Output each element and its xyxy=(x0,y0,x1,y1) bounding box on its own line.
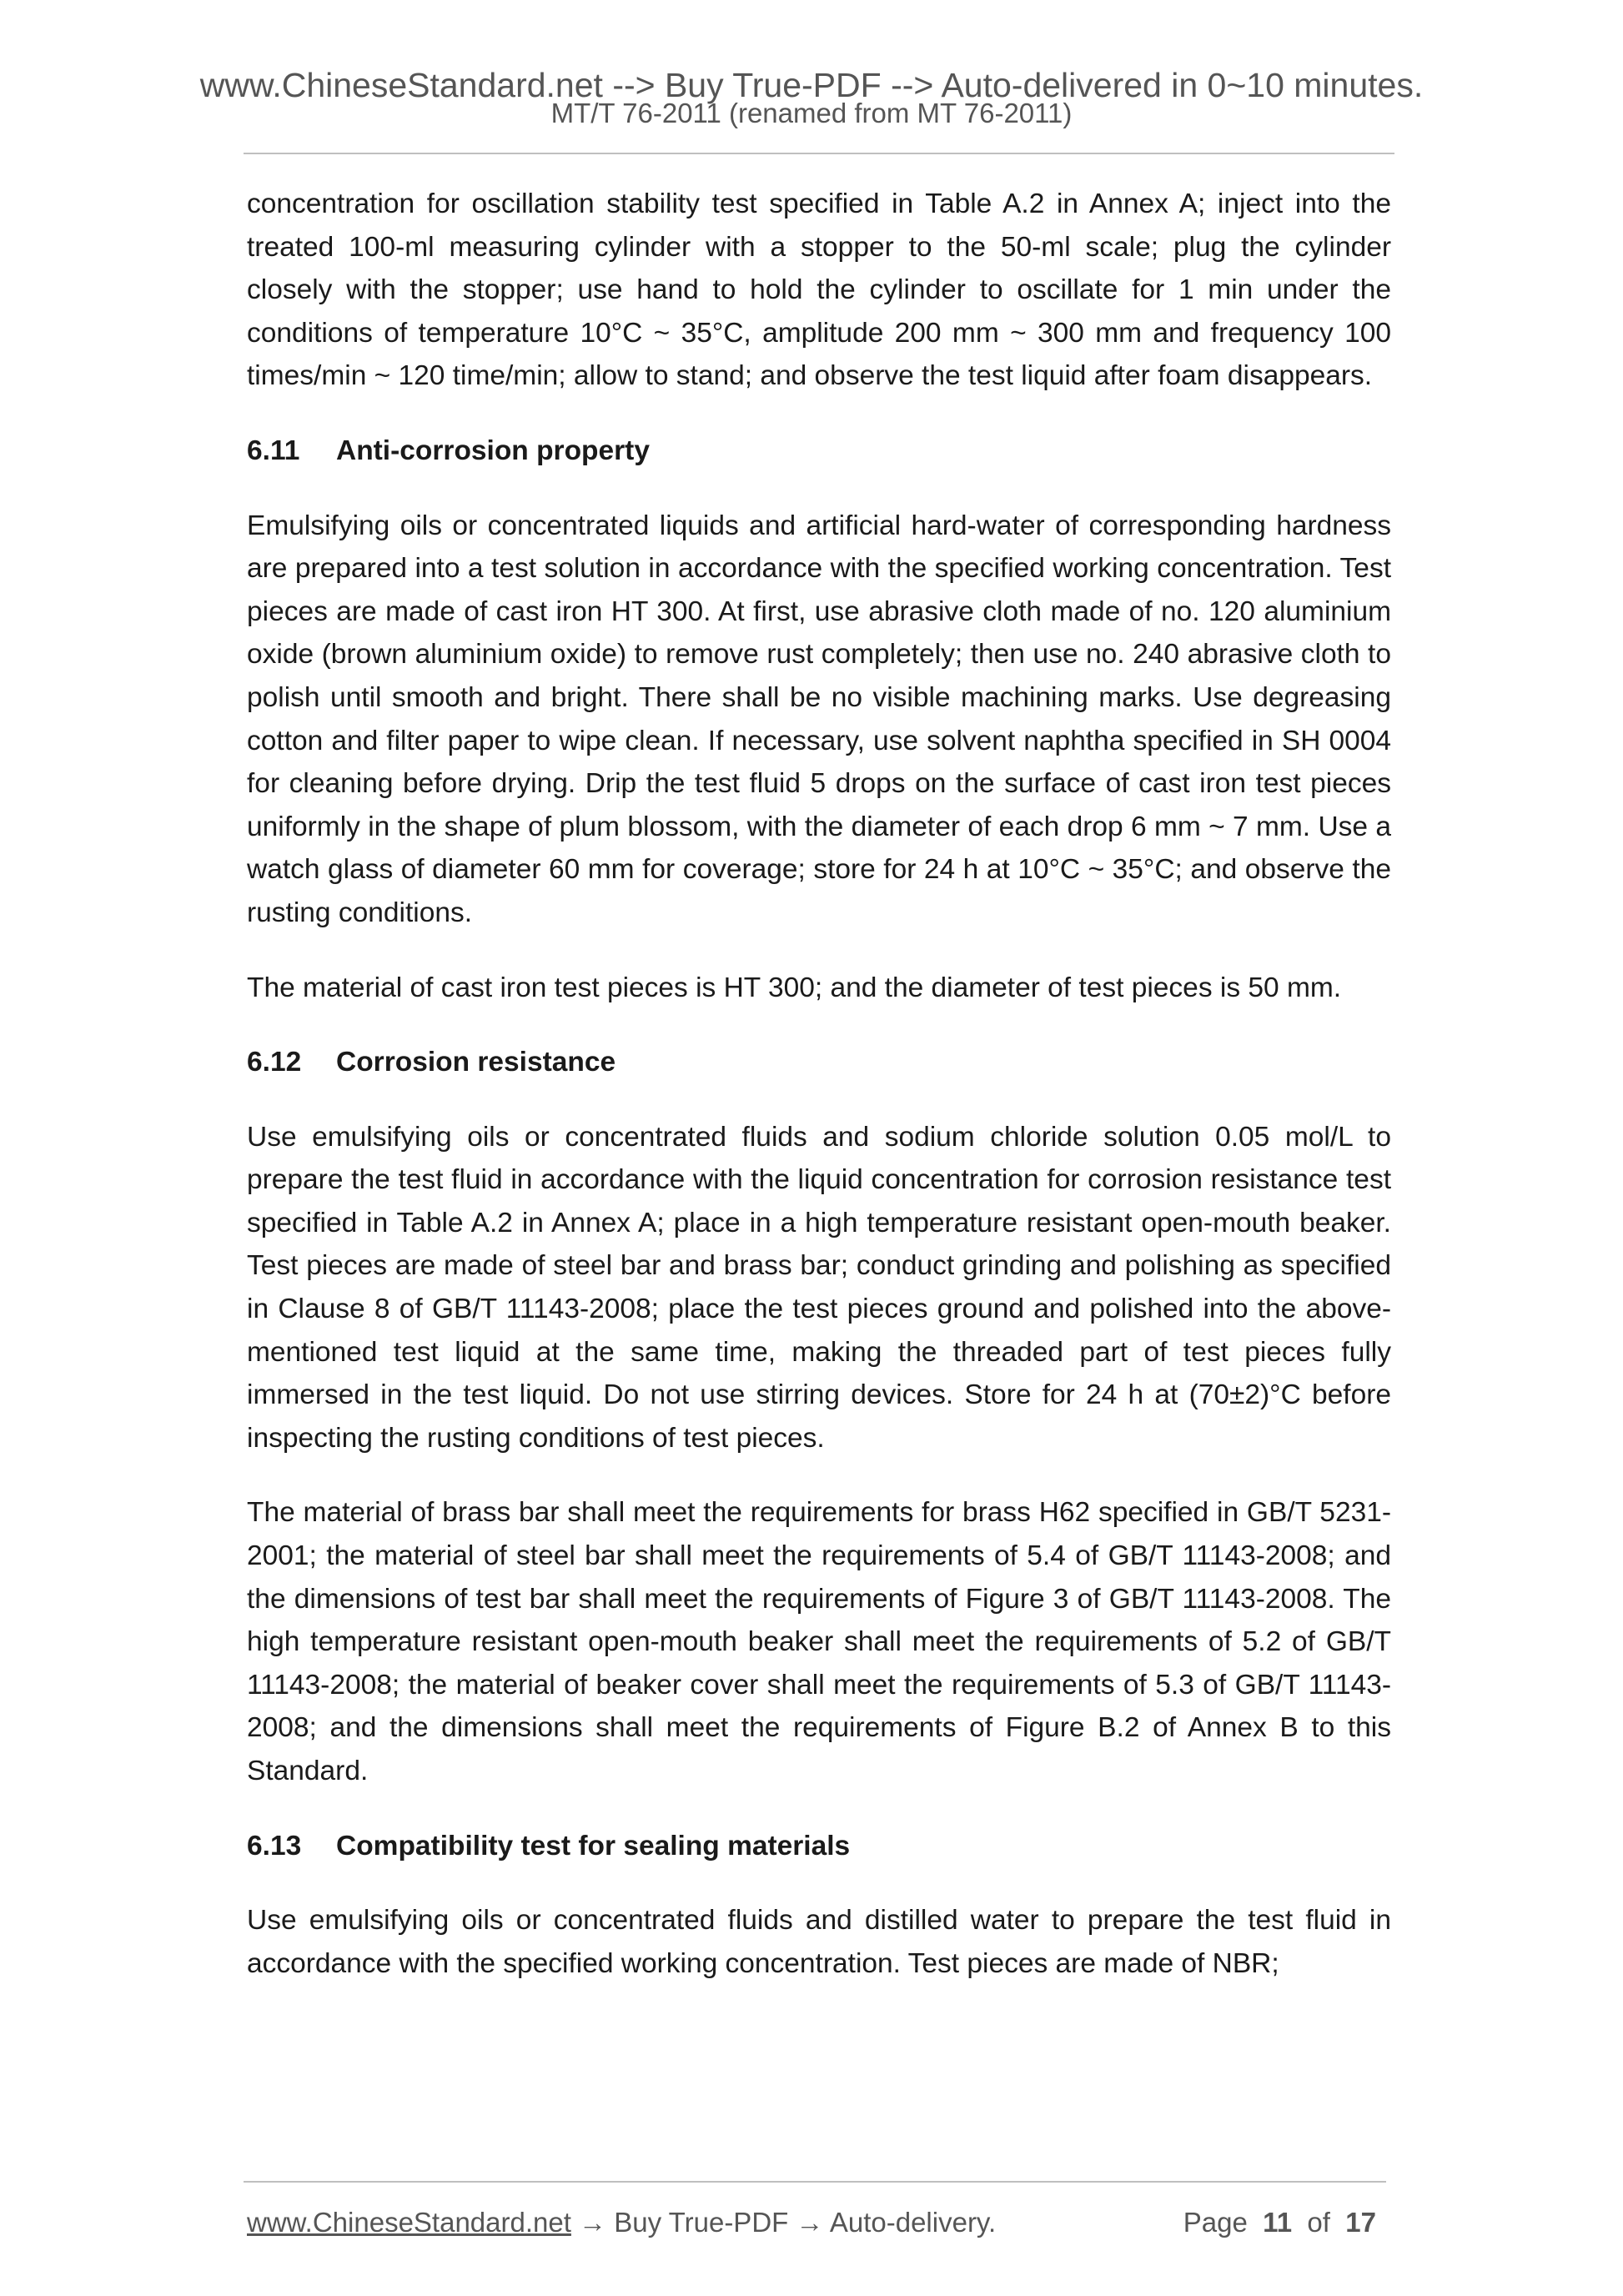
footer-divider xyxy=(244,2181,1386,2183)
footer-auto-text: Auto-delivery. xyxy=(829,2207,997,2238)
paragraph-sealing-compatibility: Use emulsifying oils or concentrated fluids and distilled water to prepare the test fluid in accordance with the specified working concentration. Test pieces are made of NBR; xyxy=(247,1905,1391,1979)
section-number: 6.11 xyxy=(247,435,300,466)
arrow-right-icon: → xyxy=(796,2207,824,2238)
arrow-right-icon: → xyxy=(579,2207,607,2238)
header-banner: www.ChineseStandard.net --> Buy True-PDF --> Auto-delivered in 0~10 minutes. xyxy=(199,66,1424,104)
page-label: Page xyxy=(1183,2207,1248,2238)
paragraph-cast-iron-material: The material of cast iron test pieces is HT 300; and the diameter of test pieces is 50 mm. xyxy=(247,972,1342,1003)
page-number: 11 xyxy=(1263,2207,1293,2238)
page-footer xyxy=(247,2204,1386,2241)
page-indicator xyxy=(1183,2204,1376,2241)
paragraph-corrosion-resistance: Use emulsifying oils or concentrated fluids and sodium chloride solution 0.05 mol/L to prepare the test fluid in accordance with the liquid concentration for corrosion resistance test specified in Table A.2 in Annex A; place in a high temperature resistant open-mouth beaker. Test pieces are made of steel bar and brass bar; conduct grinding and polishing as specified in Clause 8 of GB/T 11143-2008; place the test pieces ground and polished into the above-mentioned test liquid at the same time, making the threaded part of test pieces fully immersed in the test liquid. Do not use stirring devices. Store for 24 h at (70±2)°C before inspecting the rusting conditions of test pieces. xyxy=(247,1121,1391,1454)
paragraph-brass-steel-material: The material of brass bar shall meet the requirements for brass H62 specified in GB/T 5231-2001; the material of steel bar shall meet the requirements of 5.4 of GB/T 11143-2008; and the dimensions of test bar shall meet the requirements of Figure 3 of GB/T 11143-2008. The high temperature resistant open-mouth beaker shall meet the requirements of 5.2 of GB/T 11143-2008; the material of beaker cover shall meet the requirements of 5.3 of GB/T 11143-2008; and the dimensions shall meet the requirements of Figure B.2 of Annex B to this Standard. xyxy=(247,1497,1391,1786)
page-total: 17 xyxy=(1345,2207,1376,2238)
section-number: 6.13 xyxy=(247,1830,302,1861)
section-heading-6-13 xyxy=(247,1825,1391,1868)
paragraph-anti-corrosion: Emulsifying oils or concentrated liquids and artificial hard-water of corresponding hardness are prepared into a test solution in accordance with the specified working concentration. Test pieces are made of cast iron HT 300. At first, use abrasive cloth made of no. 120 aluminium oxide (brown aluminium oxide) to remove rust completely; then use no. 240 abrasive cloth to polish until smooth and bright. There shall be no visible machining marks. Use degreasing cotton and filter paper to wipe clean. If necessary, use solvent naphtha specified in SH 0004 for cleaning before drying. Drip the test fluid 5 drops on the surface of cast iron test pieces uniformly in the shape of plum blossom, with the diameter of each drop 6 mm ~ 7 mm. Use a watch glass of diameter 60 mm for coverage; store for 24 h at 10°C ~ 35°C; and observe the rusting conditions. xyxy=(247,510,1391,928)
footer-site-link[interactable]: www.ChineseStandard.net xyxy=(247,2207,571,2238)
document-id: MT/T 76-2011 (renamed from MT 76-2011) xyxy=(550,98,1073,128)
section-heading-6-12 xyxy=(247,1041,1391,1084)
of-label: of xyxy=(1307,2207,1330,2238)
section-title: Corrosion resistance xyxy=(336,1047,616,1078)
paragraph-oscillation-continued: concentration for oscillation stability test specified in Table A.2 in Annex A; inject into the treated 100-ml measuring cylinder with a stopper to the 50-ml scale; plug the cylinder closely with the stopper; use hand to hold the cylinder to oscillate for 1 min under the conditions of temperature 10°C ~ 35°C, amplitude 200 mm ~ 300 mm and frequency 100 times/min ~ 120 time/min; allow to stand; and observe the test liquid after foam disappears. xyxy=(247,188,1391,392)
section-number: 6.12 xyxy=(247,1047,302,1078)
footer-buy-text: Buy True-PDF xyxy=(614,2207,789,2238)
section-title: Anti-corrosion property xyxy=(336,435,650,466)
header-divider xyxy=(244,153,1394,154)
document-body xyxy=(247,183,1391,2017)
section-title: Compatibility test for sealing materials xyxy=(336,1830,851,1861)
section-heading-6-11 xyxy=(247,430,1391,473)
